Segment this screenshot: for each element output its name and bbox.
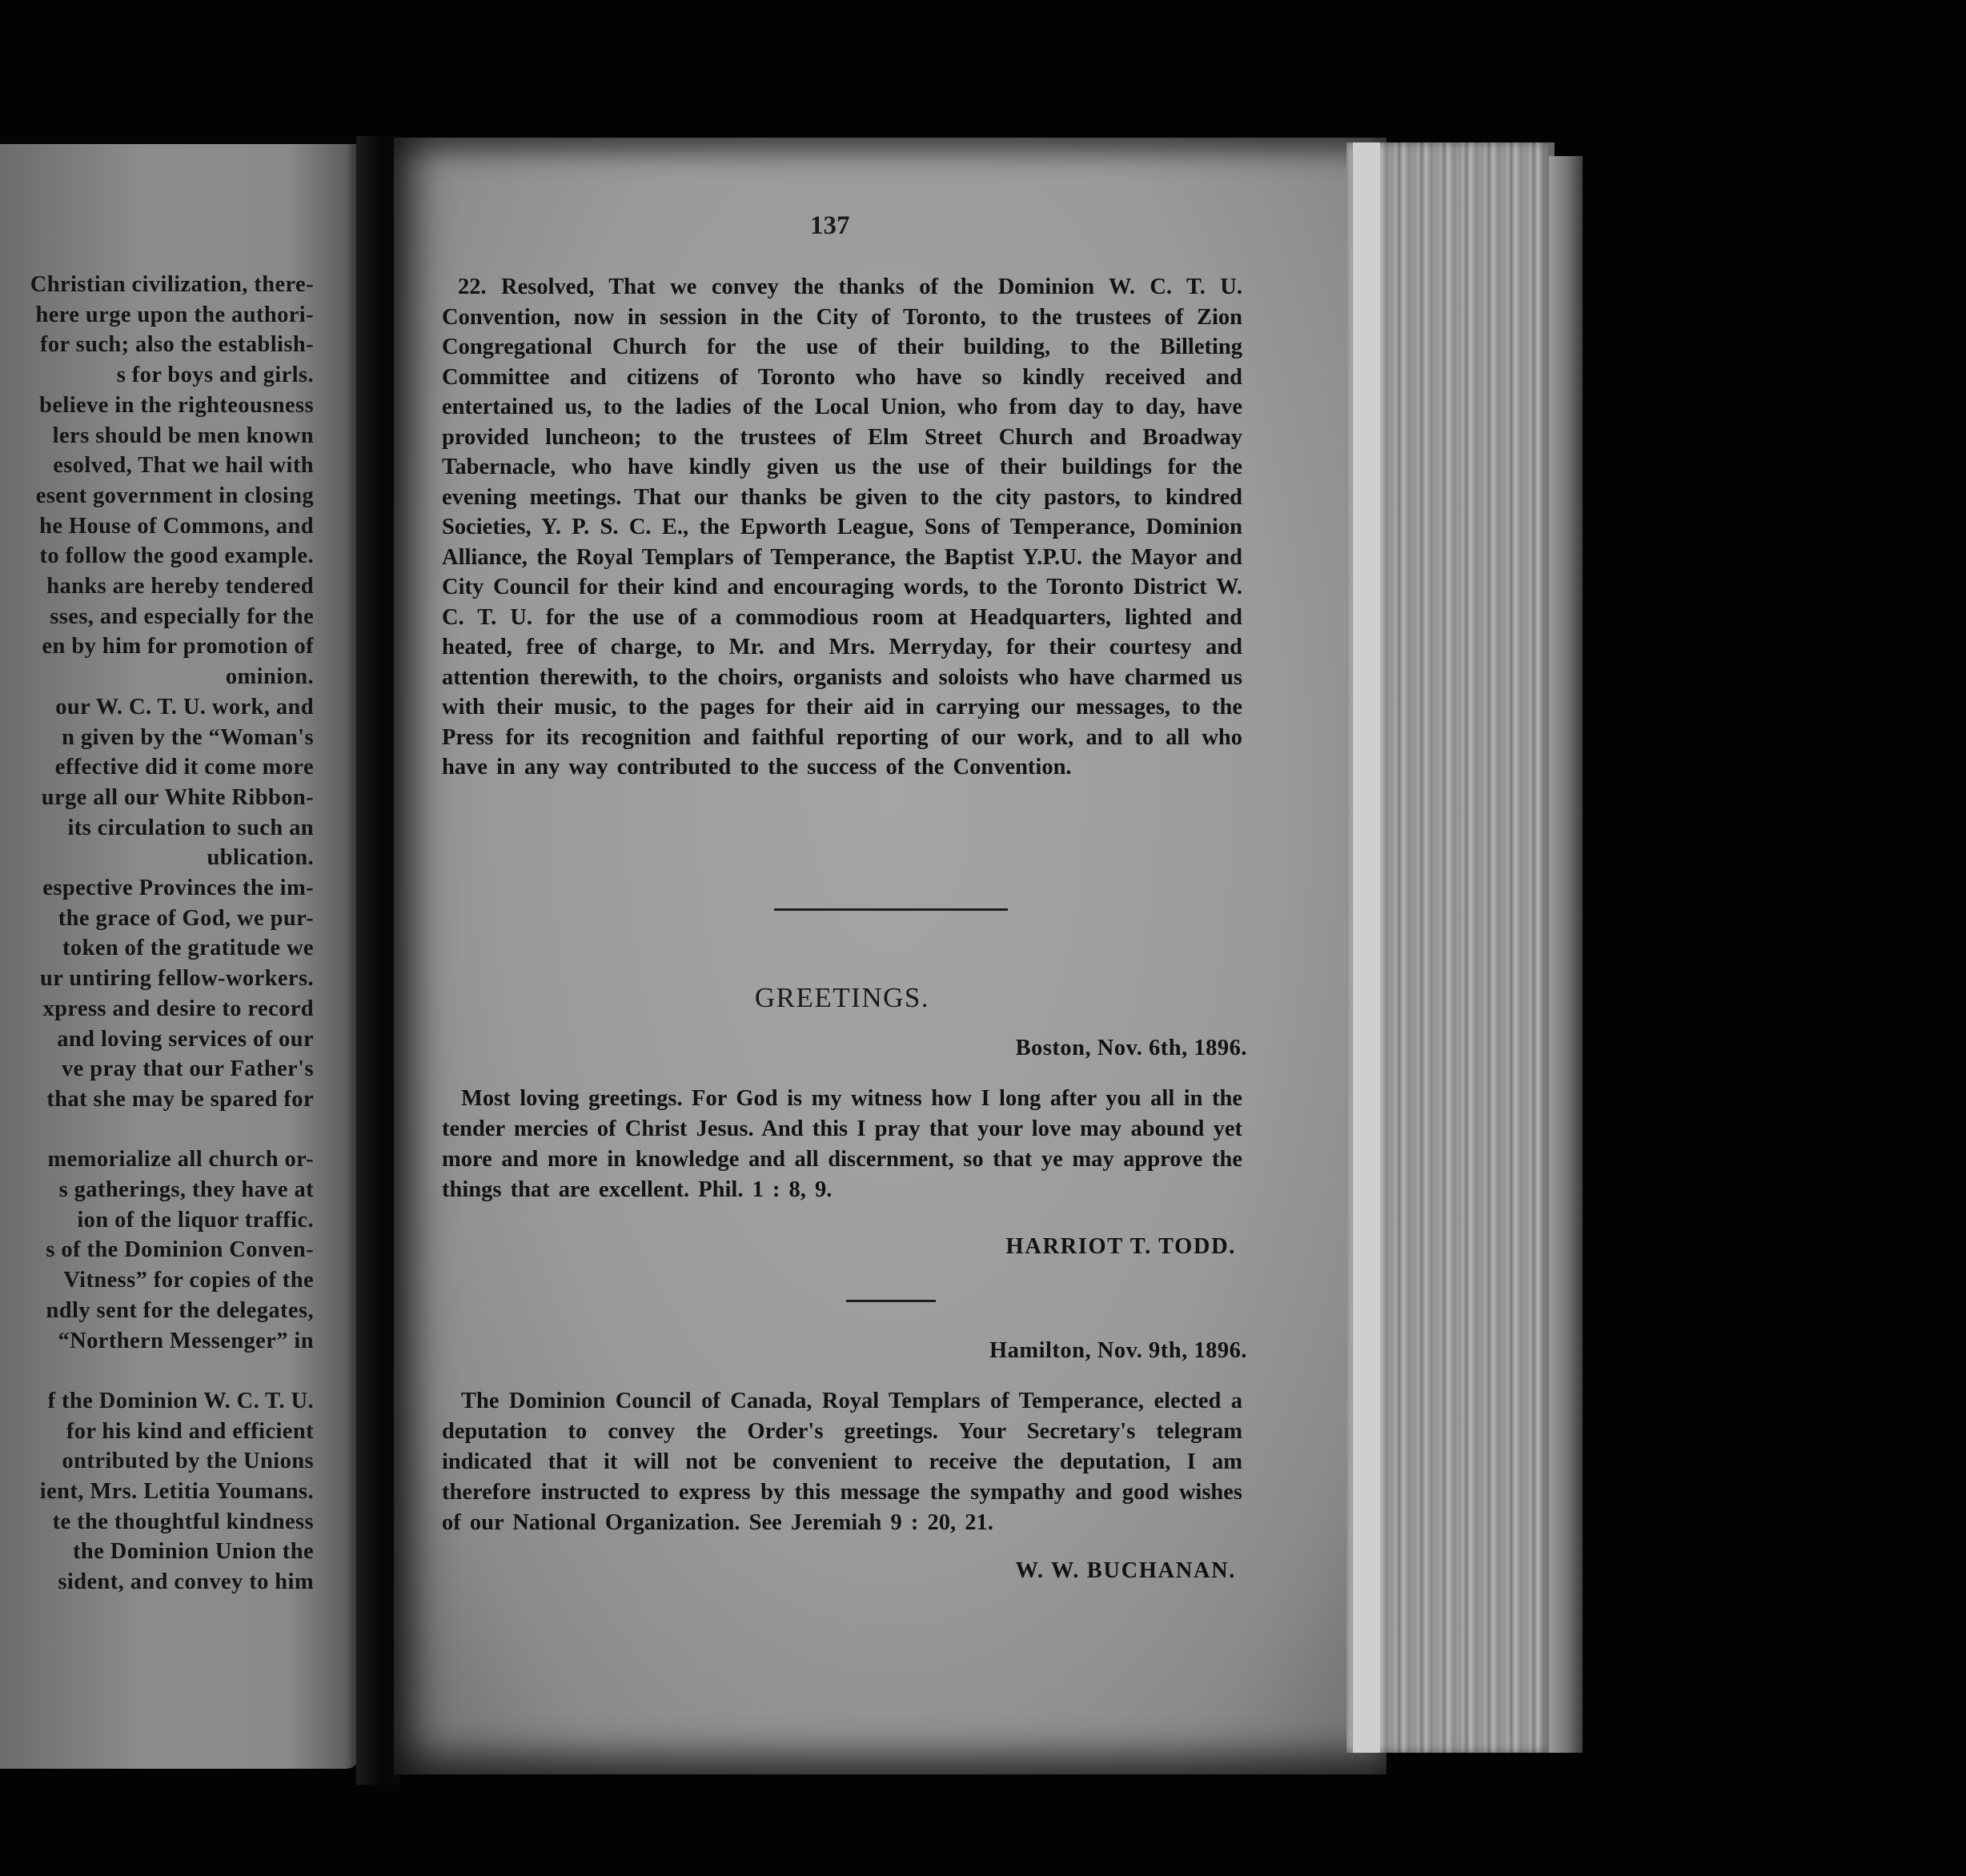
section-divider [774,908,1008,911]
left-page-line: urge all our White Ribbon- [41,784,314,810]
left-page-line: “Northern Messenger” in [58,1328,314,1353]
left-page-line: f the Dominion W. C. T. U. [47,1388,314,1413]
left-page-line: s of the Dominion Conven- [46,1237,314,1263]
left-page-line: memorialize all church or- [47,1147,314,1172]
left-page-line: s gatherings, they have at [58,1177,314,1202]
left-page-line: ient, Mrs. Letitia Youmans. [39,1479,314,1504]
letter-2-dateline: Hamilton, Nov. 9th, 1896. [989,1338,1247,1363]
left-page-line: he House of Commons, and [39,513,314,539]
left-page-line: Christian civilization, there- [30,272,314,297]
left-page-line: ur untiring fellow-workers. [40,966,314,992]
left-page-line: sident, and convey to him [58,1569,314,1595]
left-page [0,144,360,1769]
page-number: 137 [810,211,850,240]
left-page-line: esent government in closing [35,483,314,508]
left-page-line: for his kind and efficient [66,1418,314,1444]
left-page-line: ndly sent for the delegates, [46,1297,314,1323]
left-page-line: here urge upon the authori- [35,302,314,327]
left-page-line: xpress and desire to record [42,996,314,1021]
book-cover-edge [1549,156,1583,1753]
left-page-line: sses, and especially for the [50,603,314,629]
letter-2-body: The Dominion Council of Canada, Royal Templars of Temperance, elected a deputation to convey the Order's greetings. Your Secretary's telegram indicated that it will not be convenient to receive the deputation, I am therefore instructed to express by this message the sympathy and good wishes of our National Organization. See Jeremiah 9 : 20, 21. [442,1389,1242,1535]
letter-1-body: Most loving greetings. For God is my witness how I long after you all in the tender mercies of Christ Jesus. And this I pray that your love may abound yet more and more in knowledge and all discernment, so that ye may approve the things that are excellent. Phil. 1 : 8, 9. [442,1086,1242,1202]
left-page-line: believe in the righteousness [39,392,314,418]
left-page-line: ublication. [207,845,314,871]
left-page-line: the grace of God, we pur- [58,905,314,931]
left-page-line: ominion. [225,664,314,690]
page-edge-highlight [1353,142,1380,1753]
left-page-line: the Dominion Union the [73,1539,314,1565]
left-page-line: ontributed by the Unions [62,1449,314,1474]
left-page-line: and loving services of our [57,1026,314,1052]
letter-2-signature: W. W. BUCHANAN. [1015,1558,1236,1583]
left-page-line: en by him for promotion of [42,634,314,659]
left-page-line: to follow the good example. [39,543,314,569]
left-page-line: Vitness” for copies of the [63,1268,314,1293]
left-page-line: hanks are hereby tendered [46,574,314,599]
letter-1-signature: HARRIOT T. TODD. [1005,1234,1236,1259]
left-page-line: effective did it come more [54,755,314,780]
left-page-line: s for boys and girls. [116,363,314,388]
left-page-line: n given by the “Woman's [62,724,314,750]
right-page [394,138,1386,1774]
resolution-paragraph: 22. Resolved, That we convey the thanks of the Dominion W. C. T. U. Convention, now in session in the City of Toronto, to the trustees of Zion Congregational Church for the use of their building, to the Billeting Committee and citizens of Toronto who have so kindly received and entertained us, to the ladies of the Local Union, who from day to day, have provided luncheon; to the trustees of Elm Street Church and Broadway Tabernacle, who have kindly given us the use of their buildings for the evening meetings. That our thanks be given to the city pastors, to kindred Societies, Y. P. S. C. E., the Epworth League, Sons of Temperance, Dominion Alliance, the Royal Templars of Temperance, the Baptist Y.P.U. the Mayor and City Council for their kind and encouraging words, to the Toronto District W. C. T. U. for the use of a commodious room at Headquarters, lighted and heated, free of charge, to Mr. and Mrs. Merryday, for their courtesy and attention therewith, to the choirs, organists and soloists who have charmed us with their music, to the pages for their aid in carrying our messages, to the Press for its recognition and faithful reporting of our work, and to all who have in any way contributed to the success of the Convention. [442,275,1242,780]
left-page-line: te the thoughtful kindness [52,1509,314,1534]
left-page-line: ve pray that our Father's [61,1056,314,1082]
left-page-line: ion of the liquor traffic. [77,1207,314,1233]
letter-1-dateline: Boston, Nov. 6th, 1896. [1015,1036,1247,1060]
left-page-line: esolved, That we hail with [53,453,314,479]
left-page-line: lers should be men known [52,423,314,448]
left-page-line: espective Provinces the im- [42,876,314,900]
left-page-line: for such; also the establish- [39,332,314,358]
left-page-line: our W. C. T. U. work, and [55,694,314,720]
left-page-line: that she may be spared for [46,1086,314,1112]
left-page-line: its circulation to such an [67,815,314,840]
left-page-line: token of the gratitude we [62,936,314,961]
greetings-heading: GREETINGS. [754,982,930,1013]
letter-divider [846,1300,936,1302]
